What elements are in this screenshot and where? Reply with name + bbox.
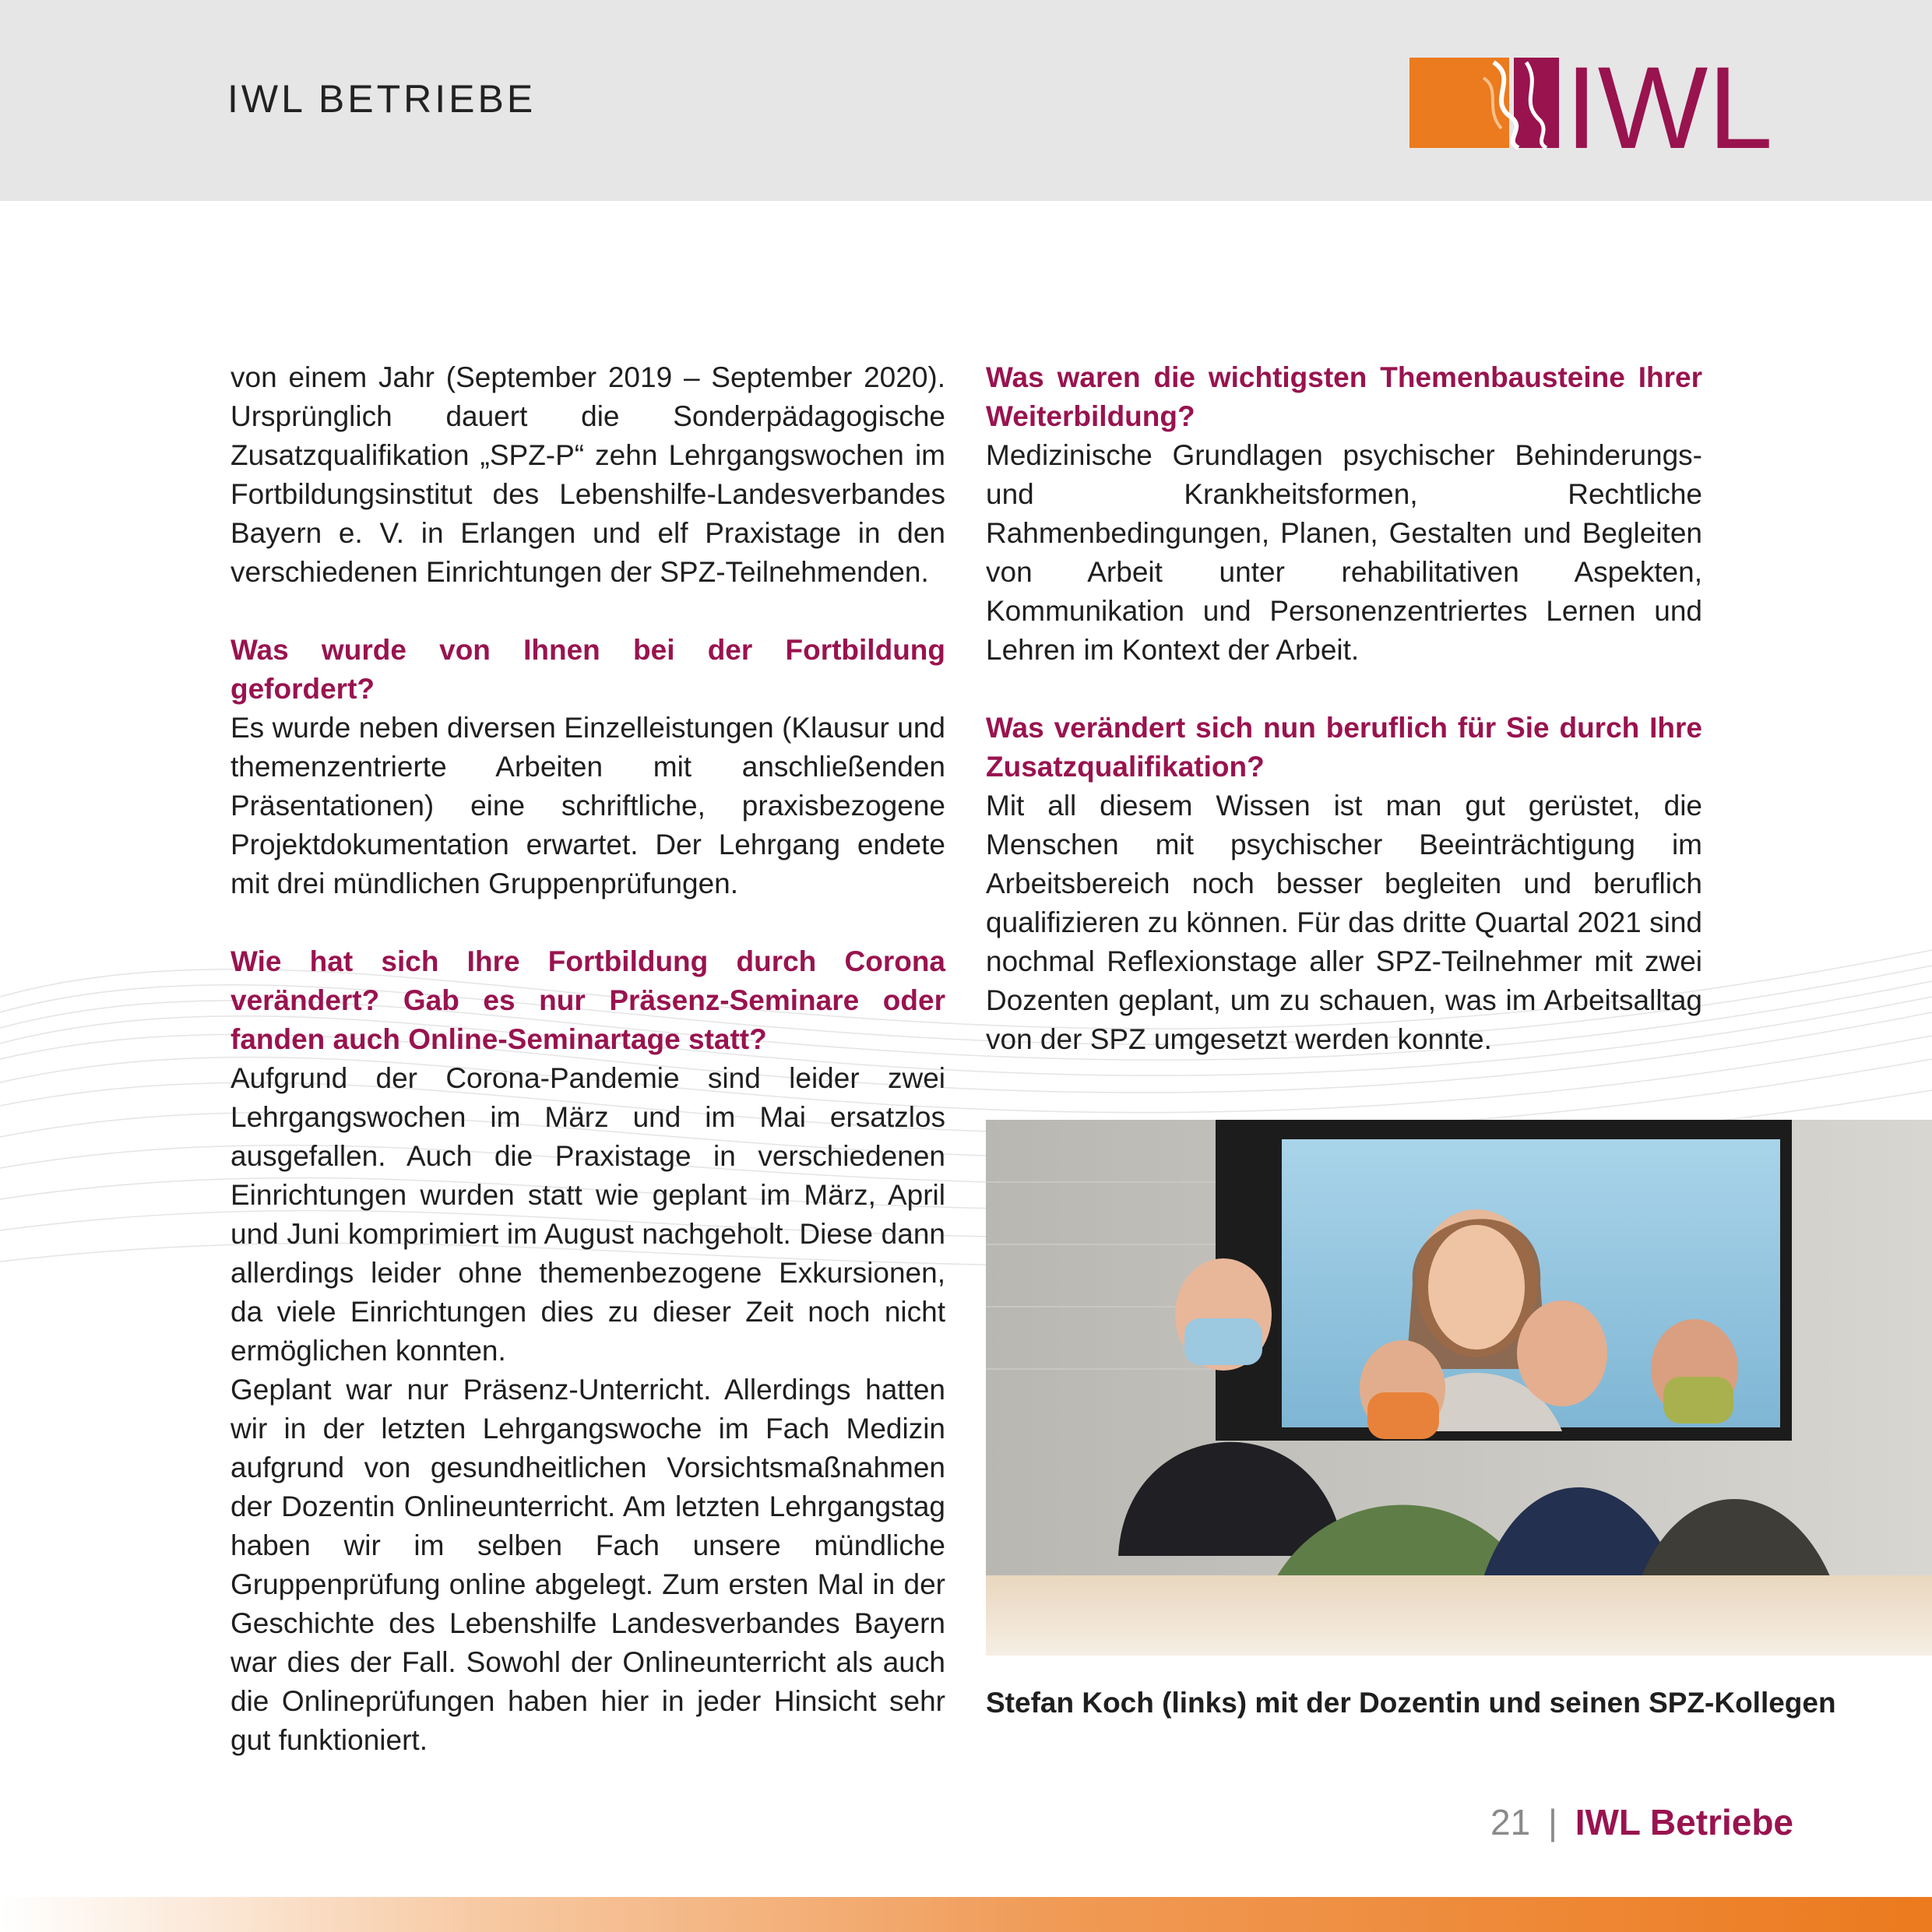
question-corona: Wie hat sich Ihre Fortbildung durch Corona verändert? Gab es nur Präsenz-Seminare oder fanden auch Online-Seminartage statt?: [231, 945, 945, 1055]
answer-corona-paragraph-2: Geplant war nur Präsenz-Unterricht. Allerdings hatten wir in der letzten Lehrgangswoche im Fach Medizin aufgrund von gesundheitlichen Vorsichtsmaßnahmen der Dozentin Onlineunterricht. Am letzten Lehrgangstag haben wir im selben Fach unsere mündliche Gruppenprüfung online abgelegt. Zum ersten Mal in der Geschichte des Lebenshilfe Landesverbandes Bayern war dies der Fall. Sowohl der Onlineunterricht als auch die Onlineprüfungen haben hier in jeder Hinsicht sehr gut funktioniert.: [231, 1374, 945, 1756]
question-topics: Was waren die wichtigsten Themenbausteine Ihrer Weiterbildung?: [986, 361, 1702, 432]
answer-career-change: Mit all diesem Wissen ist man gut gerüstet, die Menschen mit psychischer Beeinträchtigung im Arbeitsbereich noch besser begleiten und beruflich qualifizieren zu können. Für das dritte Quartal 2021 sind nochmal Reflexionstage aller SPZ-Teilnehmer mit zwei Dozenten geplant, um zu schauen, was im Arbeitsalltag von der SPZ umgesetzt werden konnte.: [986, 790, 1702, 1055]
section-title: IWL BETRIEBE: [227, 77, 537, 121]
table: [986, 1575, 1932, 1656]
iwl-logo: [1409, 55, 1814, 154]
question-requirements: Was wurde von Ihnen bei der Fortbildung gefordert?: [231, 634, 945, 705]
answer-topics: Medizinische Grundlagen psychischer Behinderungs- und Krankheitsformen, Rechtliche Rahmenbedingungen, Planen, Gestalten und Begleiten von Arbeit unter rehabilitativen Aspekten, Kommunikation und Personenzentriertes Lernen und Lehren im Kontext der Arbeit.: [986, 439, 1702, 666]
answer-corona-paragraph-1: Aufgrund der Corona-Pandemie sind leider zwei Lehrgangswochen im März und im Mai ersatzlos ausgefallen. Auch die Praxistage in verschiedenen Einrichtungen wurden statt wie geplant im März, April und Juni komprimiert im August nachgeholt. Diese dann allerdings leider ohne themenbezogene Exkursionen, da viele Einrichtungen dies zu dieser Zeit noch nicht ermöglichen konnten.: [231, 1062, 945, 1367]
question-career-change: Was verändert sich nun beruflich für Sie durch Ihre Zusatzqualifikation?: [986, 712, 1702, 783]
logo-text: IWL: [1565, 55, 1773, 154]
bottom-gradient-bar: [0, 1897, 1932, 1932]
page-number: 21: [1490, 1802, 1531, 1842]
group-photo: [986, 1120, 1932, 1656]
page-footer: [1490, 1801, 1793, 1843]
person-right-face: [1517, 1300, 1607, 1406]
photo-caption: Stefan Koch (links) mit der Dozentin und seinen SPZ-Kollegen: [986, 1687, 1836, 1719]
left-column: [231, 358, 945, 1760]
footer-label: IWL Betriebe: [1575, 1802, 1793, 1842]
right-column: [986, 358, 1702, 1059]
intro-paragraph: von einem Jahr (September 2019 – September 2020). Ursprünglich dauert die Sonderpädagogische Zusatzqualifikation „SPZ-P“ zehn Lehrgangswochen im Fortbildungsinstitut des Lebenshilfe-Landesverbandes Bayern e. V. in Erlangen und elf Praxistage in den verschiedenen Einrichtungen der SPZ-Teilnehmenden.: [231, 361, 945, 588]
logo-magenta-block: [1514, 58, 1559, 148]
answer-requirements: Es wurde neben diversen Einzelleistungen (Klausur und themenzentrierte Arbeiten mit anschließenden Präsentationen) eine schriftliche, praxisbezogene Projektdokumentation erwartet. Der Lehrgang endete mit drei mündlichen Gruppenprüfungen.: [231, 712, 945, 899]
footer-separator: |: [1547, 1802, 1557, 1842]
